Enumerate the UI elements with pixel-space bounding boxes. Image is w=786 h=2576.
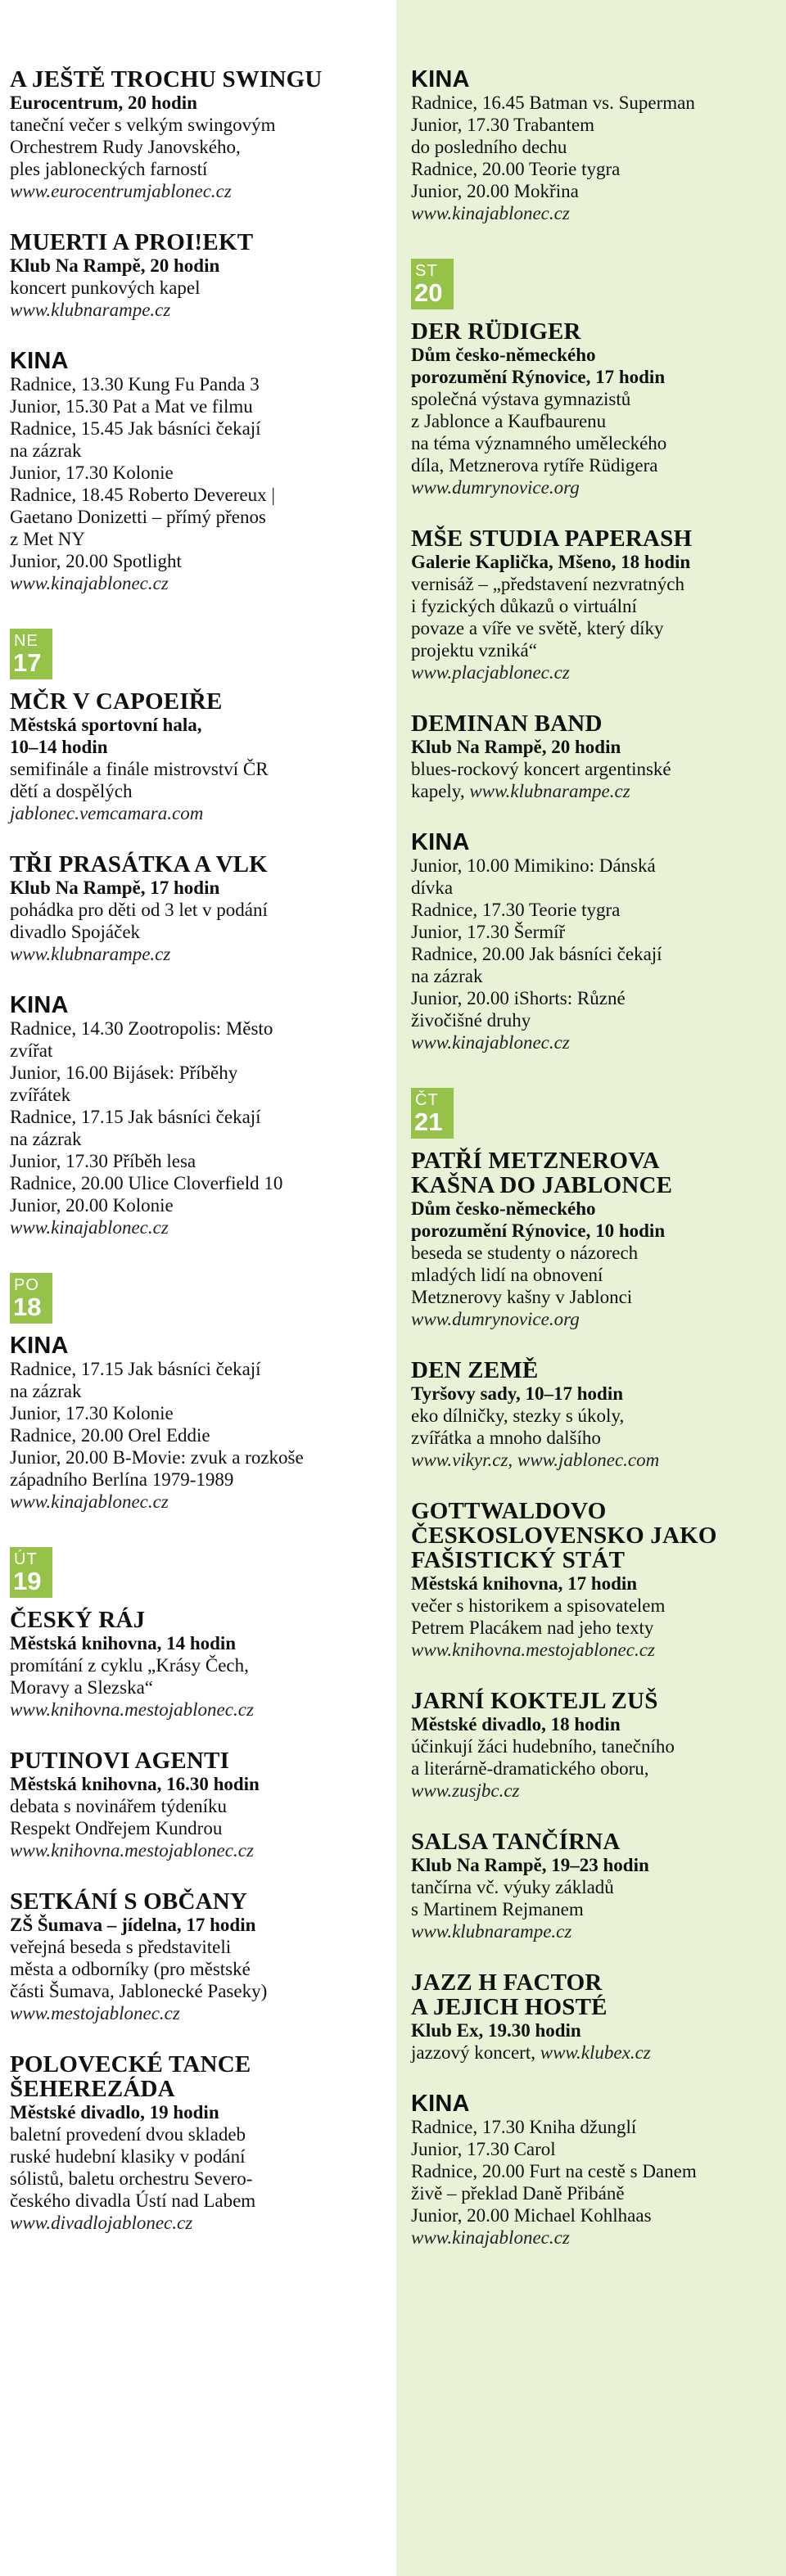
event-title: PUTINOVI AGENTI	[10, 1748, 230, 1774]
event-link[interactable]: www.kinajablonec.cz	[411, 1032, 570, 1053]
date-weekday: NE	[14, 632, 38, 650]
screening-line: Junior, 20.00 iShorts: Různé	[411, 988, 626, 1008]
screening-line: Radnice, 15.45 Jak básníci čekají	[10, 418, 261, 439]
screening-line: Junior, 20.00 Spotlight	[10, 551, 182, 571]
event-venue: Dům česko-německého	[411, 1198, 596, 1219]
event-jarni-koktejl	[411, 1689, 779, 1802]
event-title: SALSA TANČÍRNA	[411, 1829, 621, 1855]
event-cesky-raj	[10, 1608, 390, 1721]
event-jazz-h-factor	[411, 1970, 779, 2064]
event-venue: porozumění Rýnovice, 10 hodin	[411, 1220, 666, 1241]
event-venue: Klub Na Rampě, 19–23 hodin	[411, 1855, 649, 1875]
screening-line: Junior, 10.00 Mimikino: Dánská	[411, 855, 656, 876]
date-number: 17	[13, 648, 42, 677]
screening-line: Radnice, 17.15 Jak básníci čekají	[10, 1359, 261, 1379]
screening-line: Radnice, 17.30 Teorie tygra	[411, 900, 621, 920]
event-kina-thu	[411, 2091, 779, 2249]
screening-line: Junior, 20.00 Kolonie	[10, 1195, 174, 1216]
event-prasatka	[10, 852, 390, 965]
screening-line: živě – překlad Daně Přibáně	[411, 2183, 625, 2204]
event-description: ruské hudební klasiky v podání	[10, 2146, 246, 2167]
event-title: KINA	[10, 992, 69, 1018]
date-weekday: ÚT	[14, 1550, 38, 1568]
event-description: semifinále a finále mistrovství ČR	[10, 759, 269, 779]
event-title: KINA	[10, 1333, 69, 1359]
date-badge-ct	[411, 1088, 454, 1139]
event-title: JARNÍ KOKTEJL ZUŠ	[411, 1688, 658, 1714]
event-description: veřejná beseda s představiteli	[10, 1937, 232, 1957]
event-title: GOTTWALDOVO	[411, 1498, 607, 1524]
date-weekday: ČT	[415, 1091, 439, 1109]
event-link[interactable]: www.mestojablonec.cz	[10, 2003, 180, 2023]
date-number: 18	[13, 1293, 42, 1321]
event-link[interactable]: www.zusjbc.cz	[411, 1780, 520, 1801]
screening-line: Radnice, 20.00 Furt na cestě s Danem	[411, 2161, 697, 2181]
event-title: KINA	[10, 348, 69, 374]
event-title: DER RÜDIGER	[411, 318, 581, 345]
screening-line: Radnice, 13.30 Kung Fu Panda 3	[10, 374, 260, 395]
event-title: ČESKOSLOVENSKO JAKO	[411, 1523, 717, 1549]
event-metznerova-kasna	[411, 1148, 779, 1330]
event-description-text: kapely,	[411, 781, 465, 801]
event-description: vernisáž – „představení nezvratných	[411, 574, 684, 594]
event-kina-sun	[10, 993, 390, 1238]
event-description: s Martinem Rejmanem	[411, 1899, 584, 1920]
event-description: promítání z cyklu „Krásy Čech,	[10, 1655, 249, 1676]
event-description: z Jablonce a Kaufbaurenu	[411, 411, 607, 431]
event-title: MUERTI A PROI!EKT	[10, 229, 254, 255]
event-venue: Eurocentrum, 20 hodin	[10, 92, 197, 113]
screening-line: Junior, 17.30 Carol	[411, 2139, 556, 2159]
screening-line: Radnice, 20.00 Teorie tygra	[411, 159, 621, 179]
event-link[interactable]: www.klubnarampe.cz	[10, 300, 171, 320]
event-description: ples jabloneckých farností	[10, 159, 208, 179]
event-title: MŠE STUDIA PAPERASH	[411, 526, 693, 552]
event-description: díla, Metznerova rytíře Rüdigera	[411, 455, 658, 476]
event-kina-sat	[10, 349, 390, 594]
event-title: SETKÁNÍ S OBČANY	[10, 1888, 248, 1915]
date-number: 20	[414, 278, 443, 307]
event-venue: Městská knihovna, 17 hodin	[411, 1573, 638, 1594]
date-badge-st	[411, 259, 454, 309]
screening-line: na zázrak	[10, 1381, 82, 1401]
screening-line: živočišné druhy	[411, 1010, 531, 1031]
event-description: tančírna vč. výuky základů	[411, 1877, 614, 1897]
event-link[interactable]: www.divadlojablonec.cz	[10, 2213, 193, 2233]
event-title: DEN ZEMĚ	[411, 1357, 539, 1383]
event-swing	[10, 67, 390, 202]
event-link[interactable]: www.vikyr.cz	[411, 1450, 508, 1470]
event-link[interactable]: www.placjablonec.cz	[411, 662, 570, 683]
screening-line: Junior, 17.30 Šermíř	[411, 922, 566, 942]
event-links	[411, 1449, 779, 1471]
event-link[interactable]: www.eurocentrumjablonec.cz	[10, 181, 232, 201]
event-description-text: jazzový koncert,	[411, 2042, 535, 2063]
event-title: KINA	[411, 66, 470, 92]
event-title: PATŘÍ METZNEROVA	[411, 1148, 660, 1174]
event-link[interactable]: www.jablonec.com	[517, 1450, 660, 1470]
event-venue: Galerie Kaplička, Mšeno, 18 hodin	[411, 552, 691, 572]
event-link[interactable]: www.kinajablonec.cz	[411, 2227, 570, 2248]
screening-line: Gaetano Donizetti – přímý přenos	[10, 507, 266, 527]
event-description: Metznerovy kašny v Jablonci	[411, 1287, 633, 1307]
event-title: JAZZ H FACTOR	[411, 1969, 603, 1996]
left-column	[0, 0, 396, 2262]
event-title: KINA	[411, 2091, 470, 2117]
event-venue: Městské divadlo, 19 hodin	[10, 2102, 219, 2123]
event-link[interactable]: www.kinajablonec.cz	[10, 1217, 169, 1238]
event-venue: Klub Na Rampě, 20 hodin	[10, 255, 220, 276]
event-venue: Klub Na Rampě, 17 hodin	[10, 877, 220, 898]
date-badge-po	[10, 1273, 52, 1324]
date-number: 21	[414, 1108, 443, 1136]
event-deminan-band	[411, 711, 779, 802]
screening-line: na zázrak	[10, 1129, 82, 1149]
event-description: města a odborníky (pro městské	[10, 1959, 251, 1979]
event-description: koncert punkových kapel	[10, 277, 201, 298]
event-description: sólistů, baletu orchestru Severo-	[10, 2168, 253, 2189]
event-description: Respekt Ondřejem Kundrou	[10, 1818, 223, 1838]
event-venue: Tyršovy sady, 10–17 hodin	[411, 1383, 624, 1404]
event-kina-mon	[10, 1333, 390, 1513]
event-description: dětí a dospělých	[10, 781, 133, 801]
event-venue: Městská knihovna, 14 hodin	[10, 1633, 237, 1653]
screening-line: zvířátek	[10, 1085, 71, 1105]
event-gottwaldovo	[411, 1499, 779, 1661]
screening-line: Junior, 20.00 B-Movie: zvuk a rozkoše	[10, 1447, 304, 1468]
event-description: taneční večer s velkým swingovým	[10, 115, 276, 135]
event-link[interactable]: jablonec.vemcamara.com	[10, 803, 204, 823]
event-venue: Městské divadlo, 18 hodin	[411, 1714, 621, 1735]
event-title: KAŠNA DO JABLONCE	[411, 1172, 673, 1198]
screening-line: Junior, 17.30 Kolonie	[10, 1403, 174, 1423]
event-title: KINA	[411, 829, 470, 855]
event-description: i fyzických důkazů o virtuální	[411, 596, 637, 616]
event-title: MČR V CAPOEIŘE	[10, 688, 223, 715]
event-title: TŘI PRASÁTKA A VLK	[10, 851, 268, 877]
screening-line: západního Berlína 1979-1989	[10, 1469, 234, 1490]
event-description: zvířátka a mnoho dalšího	[411, 1428, 601, 1448]
event-time: 10–14 hodin	[10, 737, 108, 757]
event-link[interactable]: www.klubex.cz	[540, 2042, 651, 2063]
event-link[interactable]: www.dumrynovice.org	[411, 1309, 580, 1329]
event-putinovi-agenti	[10, 1748, 390, 1861]
event-description: českého divadla Ústí nad Labem	[10, 2190, 256, 2211]
event-venue: Městská knihovna, 16.30 hodin	[10, 1774, 260, 1794]
screening-line: Radnice, 16.45 Batman vs. Superman	[411, 92, 695, 113]
screening-line: Junior, 15.30 Pat a Mat ve filmu	[10, 396, 253, 417]
event-description: společná výstava gymnazistů	[411, 389, 631, 409]
screening-line: Radnice, 20.00 Ulice Cloverfield 10	[10, 1173, 283, 1193]
event-description: divadlo Spojáček	[10, 922, 141, 942]
event-description: debata s novinářem týdeníku	[10, 1796, 228, 1816]
event-description: pohádka pro děti od 3 let v podání	[10, 900, 268, 920]
event-link[interactable]: www.kinajablonec.cz	[411, 203, 570, 223]
event-description: Petrem Placákem nad jeho texty	[411, 1617, 654, 1638]
screening-line: na zázrak	[10, 440, 82, 461]
screening-line: dívka	[411, 877, 454, 898]
screening-line: Junior, 17.30 Trabantem	[411, 115, 594, 135]
event-venue: Městská sportovní hala,	[10, 715, 202, 735]
screening-line: na zázrak	[411, 966, 483, 986]
event-venue: porozumění Rýnovice, 17 hodin	[411, 367, 666, 387]
event-title: FAŠISTICKÝ STÁT	[411, 1547, 626, 1573]
date-weekday: ST	[415, 262, 438, 280]
screening-line: z Met NY	[10, 529, 85, 549]
event-description	[411, 780, 779, 802]
event-link[interactable]: www.kinajablonec.cz	[10, 573, 169, 593]
event-description: projektu vzniká“	[411, 640, 537, 661]
date-weekday: PO	[14, 1276, 39, 1294]
event-link[interactable]: www.kinajablonec.cz	[10, 1491, 169, 1512]
screening-line: Radnice, 20.00 Jak básníci čekají	[411, 944, 662, 964]
event-venue: Klub Ex, 19.30 hodin	[411, 2020, 581, 2041]
event-der-rudiger	[411, 319, 779, 499]
event-description: blues-rockový koncert argentinské	[411, 759, 671, 779]
event-link[interactable]: www.knihovna.mestojablonec.cz	[10, 1699, 254, 1720]
event-link[interactable]: www.klubnarampe.cz	[411, 1921, 572, 1942]
event-capoeira	[10, 689, 390, 824]
event-link[interactable]: www.dumrynovice.org	[411, 477, 580, 498]
screening-line: Junior, 17.30 Příběh lesa	[10, 1151, 196, 1171]
event-venue: Klub Na Rampě, 20 hodin	[411, 737, 621, 757]
date-badge-ne	[10, 629, 52, 679]
event-salsa	[411, 1829, 779, 1942]
screening-line: Radnice, 17.15 Jak básníci čekají	[10, 1107, 261, 1127]
screening-line: Radnice, 18.45 Roberto Devereux |	[10, 485, 275, 505]
event-title: A JEŠTĚ TROCHU SWINGU	[10, 66, 323, 92]
right-column	[396, 0, 786, 2576]
date-badge-ut	[10, 1547, 52, 1598]
event-setkani	[10, 1889, 390, 2024]
screening-line: Radnice, 14.30 Zootropolis: Město	[10, 1018, 273, 1039]
event-description: povaze a víře ve světě, který díky	[411, 618, 664, 638]
event-description: a literárně-dramatického oboru,	[411, 1758, 649, 1779]
event-description: večer s historikem a spisovatelem	[411, 1595, 666, 1616]
event-description: mladých lidí na obnovení	[411, 1265, 603, 1285]
event-title: POLOVECKÉ TANCE	[10, 2051, 251, 2077]
screening-line: Radnice, 20.00 Orel Eddie	[10, 1425, 210, 1446]
date-number: 19	[13, 1567, 42, 1595]
screening-line: Radnice, 17.30 Kniha džunglí	[411, 2117, 637, 2137]
link-separator: ,	[508, 1450, 513, 1470]
screening-line: Junior, 16.00 Bijásek: Příběhy	[10, 1062, 238, 1083]
event-description: části Šumava, Jablonecké Paseky)	[10, 1981, 268, 2001]
event-muerti	[10, 230, 390, 321]
event-description: Orchestrem Rudy Janovského,	[10, 137, 241, 157]
event-description: na téma významného uměleckého	[411, 433, 667, 453]
screening-line: Junior, 20.00 Mokřina	[411, 181, 579, 201]
event-paperash	[411, 526, 779, 683]
event-link[interactable]: www.knihovna.mestojablonec.cz	[10, 1840, 254, 1861]
event-title: DEMINAN BAND	[411, 711, 603, 737]
event-link[interactable]: www.klubnarampe.cz	[10, 944, 171, 964]
event-kina-tue	[411, 67, 779, 224]
event-description	[411, 2041, 779, 2064]
event-title: A JEJICH HOSTÉ	[411, 1994, 608, 2020]
event-polovecke-tance	[10, 2052, 390, 2234]
screening-line: zvířat	[10, 1040, 53, 1061]
event-title: ŠEHEREZÁDA	[10, 2076, 175, 2102]
event-link[interactable]: www.knihovna.mestojablonec.cz	[411, 1640, 655, 1660]
event-kina-wed	[411, 830, 779, 1053]
event-description: Moravy a Slezska“	[10, 1677, 153, 1698]
event-title: ČESKÝ RÁJ	[10, 1607, 146, 1633]
screening-line: do posledního dechu	[411, 137, 567, 157]
event-link[interactable]: www.klubnarampe.cz	[469, 781, 630, 801]
event-description: eko dílničky, stezky s úkoly,	[411, 1405, 625, 1426]
screening-line: Junior, 17.30 Kolonie	[10, 462, 174, 483]
event-venue: ZŠ Šumava – jídelna, 17 hodin	[10, 1915, 256, 1935]
event-den-zeme	[411, 1358, 779, 1471]
event-description: účinkují žáci hudebního, tanečního	[411, 1736, 675, 1757]
event-description: beseda se studenty o názorech	[411, 1243, 639, 1263]
event-description: baletní provedení dvou skladeb	[10, 2124, 246, 2145]
event-venue: Dům česko-německého	[411, 345, 596, 365]
screening-line: Junior, 20.00 Michael Kohlhaas	[411, 2205, 652, 2226]
